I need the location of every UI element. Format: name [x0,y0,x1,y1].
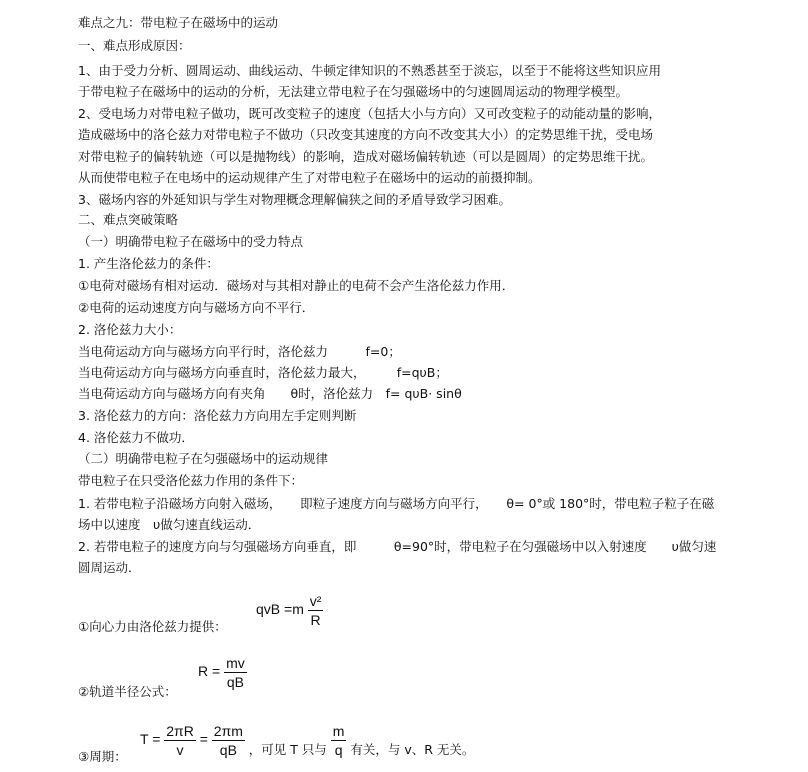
denominator: q [334,742,343,758]
denominator: R [310,612,321,628]
text-line: 1、由于受力分析、圆周运动、曲线运动、牛顿定律知识的不熟悉甚至于淡忘，以至于不能将这些知识应用 [78,63,661,78]
formula-lhs: qvB =m [256,601,304,618]
formula-label-period: ③周期： [78,749,127,764]
formula-period [140,722,474,759]
text-line: 从而使带电粒子在电场中的运动规律产生了对带电粒子在磁场中的运动的前摄抑制。 [78,170,541,185]
formula-lhs: T = [140,731,161,748]
formula-centripetal [256,592,323,629]
formula-radius [198,654,247,691]
denominator: v [176,742,184,758]
denominator: qB [226,674,244,690]
text-line: 场中以速度 υ做匀速直线运动． [78,517,261,532]
text-line: 当电荷运动方向与磁场方向垂直时，洛伦兹力最大， f=qυB； [78,365,448,380]
text-line: 当电荷运动方向与磁场方向有夹角 θ时，洛伦兹力 f= qυB· sinθ [78,386,462,401]
text-line: 1. 若带电粒子沿磁场方向射入磁场， 即粒子速度方向与磁场方向平行， θ= 0°或 180°时，带电粒子粒子在磁 [78,496,715,511]
text-line: （二）明确带电粒子在匀强磁场中的运动规律 [78,451,329,466]
text-line: 一、难点形成原因： [78,38,191,53]
text-line: 2. 洛伦兹力大小： [78,322,182,337]
formula-label-radius: ②轨道半径公式： [78,684,177,699]
text-line: 圆周运动． [78,560,141,575]
text-line: 2、受电场力对带电粒子做功，既可改变粒子的速度（包括大小与方向）又可改变粒子的动能动量的影响， [78,106,661,121]
numerator: m [332,723,345,739]
numerator: mv [226,655,245,671]
text-line: 1. 产生洛伦兹力的条件： [78,256,219,271]
text-line: ②电荷的运动速度方向与磁场方向不平行． [78,300,315,315]
text-line: 带电粒子在只受洛伦兹力作用的条件下： [78,473,304,488]
text-line: 3、磁场内容的外延知识与学生对物理概念理解偏狭之间的矛盾导致学习困难。 [78,192,511,207]
formula-label-centripetal: ①向心力由洛伦兹力提供： [78,619,227,634]
text-line: 于带电粒子在磁场中的运动的分析，无法建立带电粒子在匀强磁场中的匀速圆周运动的物理学模型。 [78,84,629,99]
document-title: 难点之九：带电粒子在磁场中的运动 [78,15,279,30]
text-line: 二、难点突破策略 [78,212,179,227]
text-line: ①电荷对磁场有相对运动．磁场对与其相对静止的电荷不会产生洛伦兹力作用． [78,278,515,293]
text-line: 3. 洛伦兹力的方向：洛伦兹力方向用左手定则判断 [78,408,357,423]
text-line: 造成磁场中的洛仑兹力对带电粒子不做功（只改变其速度的方向不改变其大小）的定势思维干扰，受电场 [78,127,654,142]
text-line: 4. 洛伦兹力不做功． [78,430,194,445]
numerator: 2πR [166,723,194,739]
denominator: qB [219,742,237,758]
formula-note: 有关，与 v、R 无关。 [350,742,475,758]
text-line: 当电荷运动方向与磁场方向平行时，洛伦兹力 f=0； [78,344,401,359]
equals-sign: = [199,731,208,748]
numerator: v² [309,593,322,609]
text-line: （一）明确带电粒子在磁场中的受力特点 [78,234,304,249]
text-line: 2. 若带电粒子的速度方向与匀强磁场方向垂直，即 θ=90°时，带电粒子在匀强磁场中以入射速度 υ做匀速 [78,539,717,554]
formula-note: ，可见 T 只与 [248,742,327,758]
text-line: 对带电粒子的偏转轨迹（可以是抛物线）的影响，造成对磁场偏转轨迹（可以是圆周）的定势思维干扰。 [78,149,654,164]
numerator: 2πm [213,723,243,739]
formula-lhs: R = [198,663,221,680]
